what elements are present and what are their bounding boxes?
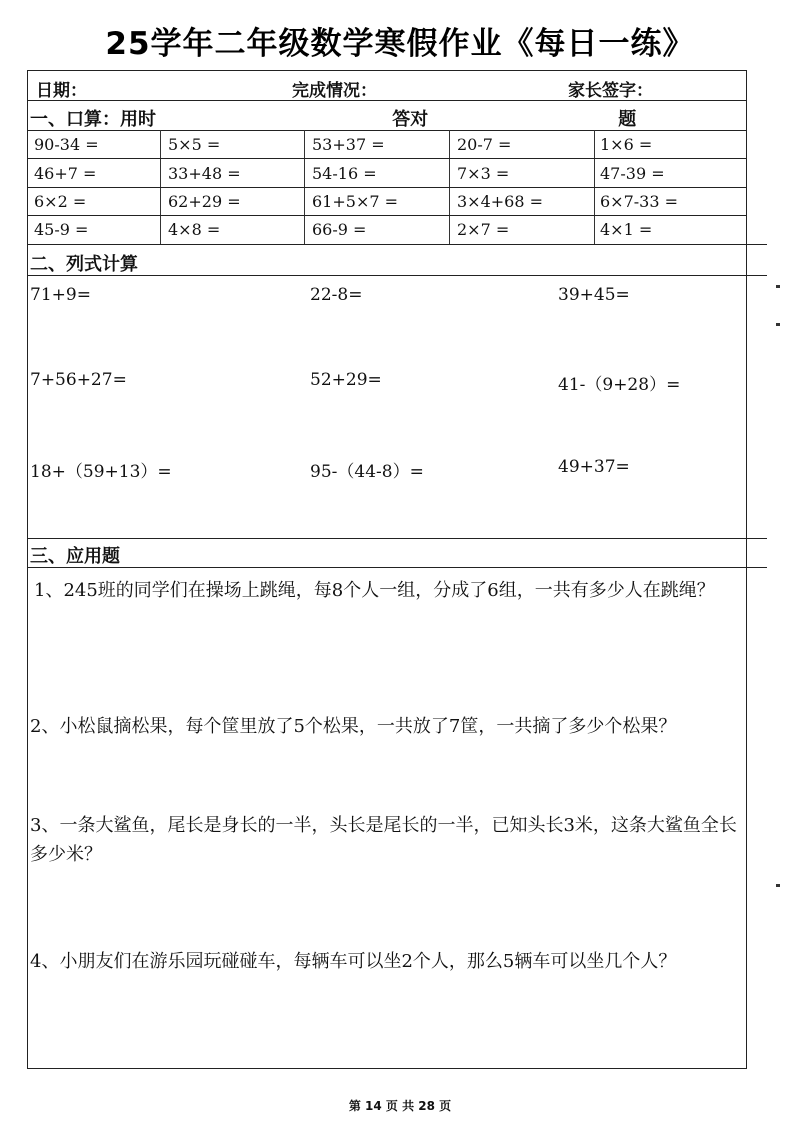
calc-item: 95-（44-8）=	[310, 462, 424, 482]
math-cell: 6×2 =	[34, 192, 87, 211]
page-title: 25学年二年级数学寒假作业《每日一练》	[105, 26, 695, 62]
calc-item: 22-8=	[310, 285, 363, 305]
divider	[27, 130, 747, 131]
calc-item: 39+45=	[558, 285, 630, 305]
parent-sign-label: 家长签字：	[568, 81, 653, 101]
grid-hline	[27, 244, 767, 245]
math-cell: 45-9 =	[34, 220, 89, 239]
section1-heading-middle: 答对	[392, 109, 429, 130]
scan-mark	[776, 285, 780, 288]
scan-mark	[776, 884, 780, 887]
divider	[27, 567, 767, 568]
math-cell: 4×8 =	[168, 220, 221, 239]
page-footer: 第 14 页 共 28 页	[348, 1099, 452, 1113]
math-cell: 54-16 =	[312, 164, 377, 183]
math-cell: 5×5 =	[168, 135, 221, 154]
grid-hline	[27, 158, 747, 159]
math-cell: 66-9 =	[312, 220, 367, 239]
word-problem: 1、245班的同学们在操场上跳绳，每8个人一组，分成了6组，一共有多少人在跳绳？	[34, 580, 715, 601]
math-cell: 46+7 =	[34, 164, 97, 183]
math-cell: 20-7 =	[457, 135, 512, 154]
word-problem: 2、小松鼠摘松果，每个筐里放了5个松果，一共放了7筐，一共摘了多少个松果？	[30, 716, 677, 737]
math-cell: 62+29 =	[168, 192, 241, 211]
word-problem: 4、小朋友们在游乐园玩碰碰车，每辆车可以坐2个人，那么5辆车可以坐几个人？	[30, 951, 677, 972]
math-cell: 3×4+68 =	[457, 192, 544, 211]
math-cell: 1×6 =	[600, 135, 653, 154]
math-cell: 2×7 =	[457, 220, 510, 239]
section2-heading: 二、列式计算	[30, 254, 138, 275]
grid-hline	[27, 187, 747, 188]
calc-item: 52+29=	[310, 370, 382, 390]
completion-label: 完成情况：	[292, 81, 377, 101]
math-cell: 90-34 =	[34, 135, 99, 154]
calc-item: 41-（9+28）=	[558, 375, 681, 395]
scan-mark	[776, 323, 780, 326]
section1-heading-suffix: 题	[618, 109, 637, 130]
divider	[27, 275, 767, 276]
divider	[27, 538, 767, 539]
math-cell: 61+5×7 =	[312, 192, 399, 211]
divider	[27, 100, 747, 101]
math-cell: 4×1 =	[600, 220, 653, 239]
calc-item: 49+37=	[558, 457, 630, 477]
section3-heading: 三、应用题	[30, 546, 120, 567]
calc-item: 7+56+27=	[30, 370, 127, 390]
math-cell: 6×7-33 =	[600, 192, 679, 211]
section1-heading-prefix: 一、口算：用时	[30, 109, 156, 130]
math-cell: 47-39 =	[600, 164, 665, 183]
date-label: 日期：	[36, 81, 87, 101]
math-cell: 33+48 =	[168, 164, 241, 183]
grid-hline	[27, 215, 747, 216]
calc-item: 71+9=	[30, 285, 91, 305]
section1-heading	[30, 105, 636, 131]
math-cell: 53+37 =	[312, 135, 385, 154]
math-cell: 7×3 =	[457, 164, 510, 183]
word-problem: 3、一条大鲨鱼，尾长是身长的一半，头长是尾长的一半，已知头长3米，这条大鲨鱼全长多少米？	[30, 815, 737, 865]
calc-item: 18+（59+13）=	[30, 462, 172, 482]
